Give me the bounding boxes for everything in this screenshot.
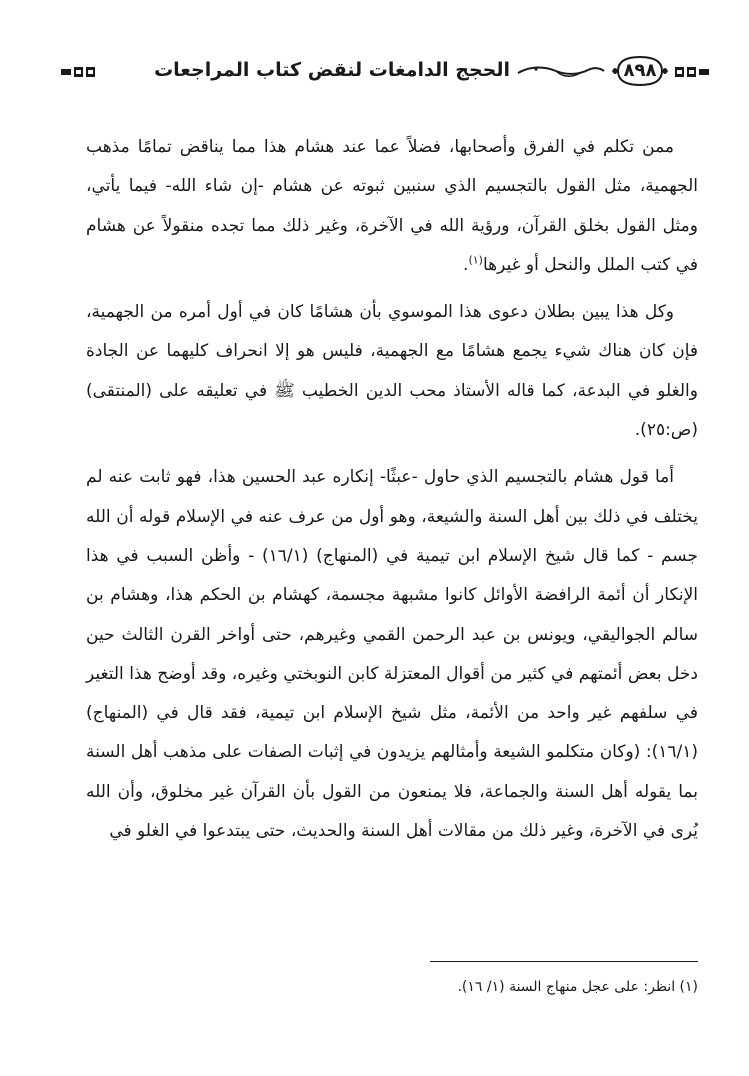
footnote-separator (430, 961, 698, 962)
main-text (86, 128, 698, 859)
paragraph-1-text: ممن تكلم في الفرق وأصحابها، فضلاً عما عند هشام هذا مما يناقض تمامًا مذهب الجهمية، مثل القول بالتجسيم الذي سنبين ثبوته عن هشام -إن شاء الله- فيما يأتي، ومثل القول بخلق القرآن، ورؤية الله في الآخرة، وغير ذلك مما تجده منقولاً عن هشام في كتب الملل والنحل أو غيرها (86, 137, 698, 275)
paragraph-1-end: . (463, 254, 469, 275)
header-flourish-icon (516, 62, 606, 80)
running-title: الحجج الدامغات لنقض كتاب المراجعات (154, 59, 510, 81)
paragraph-1 (86, 128, 698, 285)
running-header (60, 52, 710, 92)
footnote: (١) انظر: على عجل منهاج السنة (١/ ١٦). (457, 979, 698, 995)
paragraph-3: أما قول هشام بالتجسيم الذي حاول -عبثًا- إنكاره عبد الحسين هذا، فهو ثابت عنه لم يختلف في ذلك بين أهل السنة والشيعة، وهو أول من عرف عنه في الإسلام قوله أن الله جسم - كما قال شيخ الإسلام ابن تيمية في (المنهاج) (١٦/١) - وأظن السبب في هذا الإنكار أن أئمة الرافضة الأوائل كانوا مشبهة مجسمة، كهشام بن الحكم هذا، وهشام بن سالم الجواليقي، ويونس بن عبد الرحمن القمي وغيرهم، حتى أواخر القرن الثالث حين دخل بعض أئمتهم في كثير من أقوال المعتزلة كابن النوبختي وغيره، وقد أوضح هذا التغير في سلفهم غير واحد من الأئمة، مثل شيخ الإسلام ابن تيمية، فقد قال في (المنهاج) (١٦/١): (وكان متكلمو الشيعة وأمثالهم يزيدون في إثبات الصفات على مذهب أهل السنة بما يقوله أهل السنة والجماعة، فلا يمنعون من القول بأن القرآن غير مخلوق، وأن الله يُرى في الآخرة، وغير ذلك من مقالات أهل السنة والحديث، حتى يبتدعوا في الغلو في (86, 467, 698, 842)
header-ornament-left-icon (60, 64, 96, 80)
page-number-badge (610, 54, 670, 88)
footnote-reference: (١) (468, 253, 483, 267)
paragraph-2: وكل هذا يبين بطلان دعوى هذا الموسوي بأن هشامًا كان في أول أمره من الجهمية، فإن كان هناك شيء يجمع هشامًا مع الجهمية، فليس هو إلا انحراف كليهما عن الجادة والغلو في البدعة، كما قاله الأستاذ محب الدين الخطيب ﷺ في تعليقه على (المنتقى) (ص:٢٥). (86, 302, 698, 441)
header-ornament-right-icon (674, 64, 710, 80)
page-number: ٨٩٨ (623, 60, 657, 81)
